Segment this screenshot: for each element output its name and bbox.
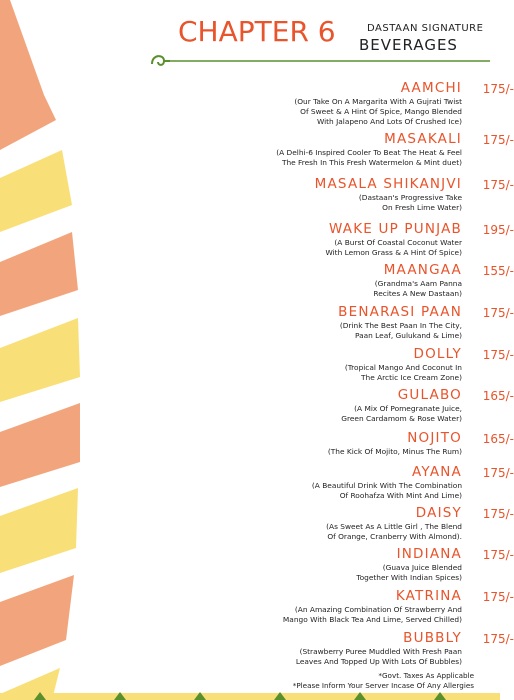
description-line: Recites A New Dastaan) [373, 289, 462, 298]
section-subtitle: DASTAAN SIGNATURE [367, 23, 484, 34]
description-line: (Dastaan's Progressive Take [358, 193, 462, 202]
description-line: (An Amazing Combination Of Strawberry And [294, 605, 462, 614]
item-name: AYANA [412, 464, 462, 480]
menu-item [212, 387, 514, 424]
menu-item [212, 505, 514, 542]
description-line: Leaves And Topped Up With Lots Of Bubbles) [295, 657, 462, 666]
item-description [212, 605, 462, 625]
item-price: 175/- [482, 306, 514, 320]
item-description [212, 238, 462, 258]
item-price: 175/- [482, 507, 514, 521]
menu-item [212, 176, 514, 213]
description-line: (Drink The Best Paan In The City, [339, 321, 462, 330]
description-line: (A Mix Of Pomegranate Juice, [354, 404, 462, 413]
item-price: 175/- [482, 178, 514, 192]
item-price: 175/- [482, 348, 514, 362]
stripe-6 [0, 488, 78, 573]
item-description [212, 447, 462, 457]
bottom-border [0, 690, 500, 700]
item-description [212, 193, 462, 213]
description-line: Paan Leaf, Gulukand & Lime) [354, 331, 462, 340]
description-line: (A Delhi-6 Inspired Cooler To Beat The Heat & Feel [276, 148, 462, 157]
menu-item [212, 630, 514, 667]
item-description [212, 647, 462, 667]
description-line: (A Beautiful Drink With The Combination [311, 481, 462, 490]
description-line: (Strawberry Puree Muddled With Fresh Paan [299, 647, 462, 656]
item-price: 165/- [482, 432, 514, 446]
description-line: The Fresh In This Fresh Watermelon & Mint duet) [281, 158, 462, 167]
item-name: AAMCHI [400, 80, 462, 96]
item-price: 175/- [482, 466, 514, 480]
stripe-5 [0, 403, 80, 487]
description-line: (A Burst Of Coastal Coconut Water [334, 238, 462, 247]
section-title: BEVERAGES [359, 36, 458, 54]
item-description [212, 97, 462, 127]
item-price: 175/- [482, 590, 514, 604]
description-line: On Fresh Lime Water) [382, 203, 462, 212]
menu-item [212, 546, 514, 583]
item-price: 195/- [482, 223, 514, 237]
allergy-note: *Please Inform Your Server Incase Of Any Allergies [292, 681, 474, 690]
menu-item [212, 131, 514, 168]
description-line: Of Roohafza With Mint And Lime) [339, 491, 462, 500]
description-line: (Grandma's Aam Panna [374, 279, 462, 288]
description-line: The Arctic Ice Cream Zone) [361, 373, 462, 382]
item-price: 175/- [482, 632, 514, 646]
header-rule [150, 52, 492, 70]
item-name: MASALA SHIKANJVI [314, 176, 462, 192]
stripe-7 [0, 575, 74, 666]
chapter-title: CHAPTER 6 [178, 15, 336, 48]
menu-item [212, 262, 514, 299]
item-name: DOLLY [413, 346, 462, 362]
menu-item [212, 430, 514, 457]
item-name: DAISY [415, 505, 462, 521]
item-name: MASAKALI [384, 131, 462, 147]
menu-item [212, 80, 514, 127]
item-name: BENARASI PAAN [338, 304, 462, 320]
description-line: Of Orange, Cranberry With Almond). [327, 532, 462, 541]
description-line: Mango With Black Tea And Lime, Served Chilled) [282, 615, 462, 624]
item-description [212, 481, 462, 501]
item-name: MAANGAA [383, 262, 462, 278]
decorative-stripes [0, 0, 120, 700]
item-name: GULABO [397, 387, 462, 403]
item-price: 175/- [482, 82, 514, 96]
item-description [212, 563, 462, 583]
item-description [212, 321, 462, 341]
stripe-2 [0, 150, 72, 232]
item-price: 175/- [482, 548, 514, 562]
menu-item [212, 464, 514, 501]
swirl-ornament [152, 56, 170, 65]
description-line: Green Cardamom & Rose Water) [341, 414, 462, 423]
menu-item [212, 304, 514, 341]
description-line: Of Sweet & A Hint Of Spice, Mango Blended [300, 107, 462, 116]
item-name: KATRINA [395, 588, 462, 604]
item-description [212, 363, 462, 383]
tax-note: *Govt. Taxes As Applicable [378, 671, 474, 680]
description-line: Together With Indian Spices) [356, 573, 462, 582]
item-description [212, 279, 462, 299]
item-description [212, 404, 462, 424]
item-description [212, 522, 462, 542]
item-name: NOJITO [407, 430, 462, 446]
description-line: (Our Take On A Margarita With A Gujrati Twist [294, 97, 462, 106]
item-price: 175/- [482, 133, 514, 147]
stripe-4 [0, 318, 80, 402]
description-line: With Jalapeno And Lots Of Crushed Ice) [316, 117, 462, 126]
item-name: INDIANA [396, 546, 462, 562]
item-name: WAKE UP PUNJAB [329, 221, 462, 237]
item-price: 165/- [482, 389, 514, 403]
item-name: BUBBLY [403, 630, 462, 646]
description-line: (The Kick Of Mojito, Minus The Rum) [327, 447, 462, 456]
menu-item [212, 346, 514, 383]
description-line: (As Sweet As A Little Girl , The Blend [326, 522, 462, 531]
item-price: 155/- [482, 264, 514, 278]
stripe-3 [0, 232, 78, 316]
stripe-1 [0, 0, 56, 150]
item-description [212, 148, 462, 168]
description-line: (Guava Juice Blended [382, 563, 462, 572]
description-line: With Lemon Grass & A Hint Of Spice) [325, 248, 462, 257]
description-line: (Tropical Mango And Coconut In [344, 363, 462, 372]
menu-item [212, 588, 514, 625]
footer-notes [293, 671, 474, 691]
menu-item [212, 221, 514, 258]
